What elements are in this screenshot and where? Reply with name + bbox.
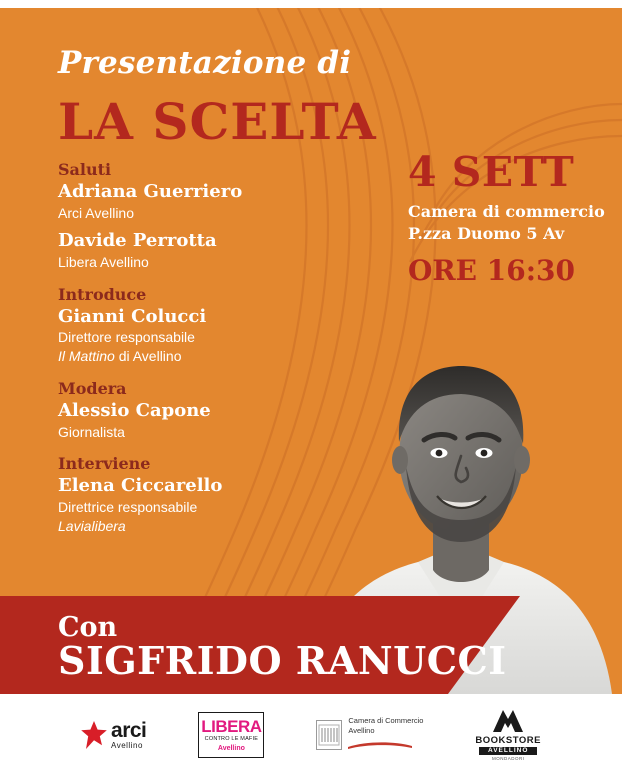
arci-logo[interactable]	[81, 720, 146, 750]
credit-person	[58, 230, 358, 271]
arci-wordmark: arci	[111, 719, 147, 742]
mondadori-m-icon	[491, 709, 525, 733]
credit-person-subtitle: Arci Avellino	[58, 204, 135, 221]
poster-kicker: Presentazione di	[58, 45, 352, 81]
credit-group-saluti	[58, 160, 358, 272]
credit-role: Saluti	[58, 160, 112, 179]
bookstore-city: AVELLINO	[479, 747, 537, 755]
mondadori-bookstore-logo[interactable]	[475, 709, 541, 762]
event-venue	[408, 201, 608, 246]
credit-person-name: Davide Perrotta	[58, 230, 217, 252]
libera-city: Avellino	[217, 745, 245, 753]
credit-role: Introduce	[58, 284, 147, 304]
credit-affiliation-suffix: di Avellino	[114, 348, 182, 365]
libera-tagline: CONTRO LE MAFIE	[204, 735, 259, 742]
libera-wordmark: LIBERA	[201, 716, 262, 736]
credit-affiliation-title: Il Mattino	[58, 348, 115, 365]
credit-person-name: Alessio Capone	[58, 400, 211, 422]
camera-commercio-city: Avellino	[348, 726, 375, 735]
arci-star-icon	[81, 720, 107, 750]
credit-person-subtitle: Direttrice responsabile	[58, 498, 198, 515]
arci-city: Avellino	[111, 741, 143, 750]
event-time: ORE 16:30	[408, 253, 576, 287]
credit-person-subtitle: Giornalista	[58, 423, 125, 440]
credit-role: Modera	[58, 379, 127, 399]
credit-person-name: Elena Ciccarello	[58, 475, 223, 497]
event-venue-line2: P.zza Duomo 5 Av	[408, 224, 565, 244]
credit-person-name: Adriana Guerriero	[58, 181, 243, 202]
event-details	[408, 150, 608, 287]
bookstore-parent-brand: MONDADORI	[491, 756, 525, 762]
camera-commercio-swoosh-icon	[348, 740, 414, 749]
credit-person	[58, 181, 358, 222]
credit-person-subtitle: Libera Avellino	[58, 253, 149, 270]
poster-title: LA SCELTA	[58, 92, 377, 151]
camera-commercio-logo[interactable]	[316, 716, 423, 754]
top-margin	[0, 0, 622, 8]
event-venue-line1: Camera di commercio	[408, 202, 605, 222]
credit-affiliation-title: Lavialibera	[58, 517, 126, 534]
sponsor-logos	[0, 700, 622, 770]
camera-commercio-name: Camera di Commercio	[348, 715, 424, 725]
camera-commercio-mark-icon	[316, 720, 342, 750]
guest-name: SIGFRIDO RANUCCI	[58, 638, 507, 683]
credit-person-name: Gianni Colucci	[58, 305, 207, 327]
libera-logo[interactable]	[198, 712, 264, 758]
bookstore-wordmark: BOOKSTORE	[475, 734, 541, 746]
credit-role: Interviene	[58, 454, 151, 474]
credit-person-subtitle: Direttore responsabile	[58, 329, 195, 346]
guest-con-label: Con	[58, 612, 118, 643]
event-date: 4 SETT	[408, 148, 575, 196]
